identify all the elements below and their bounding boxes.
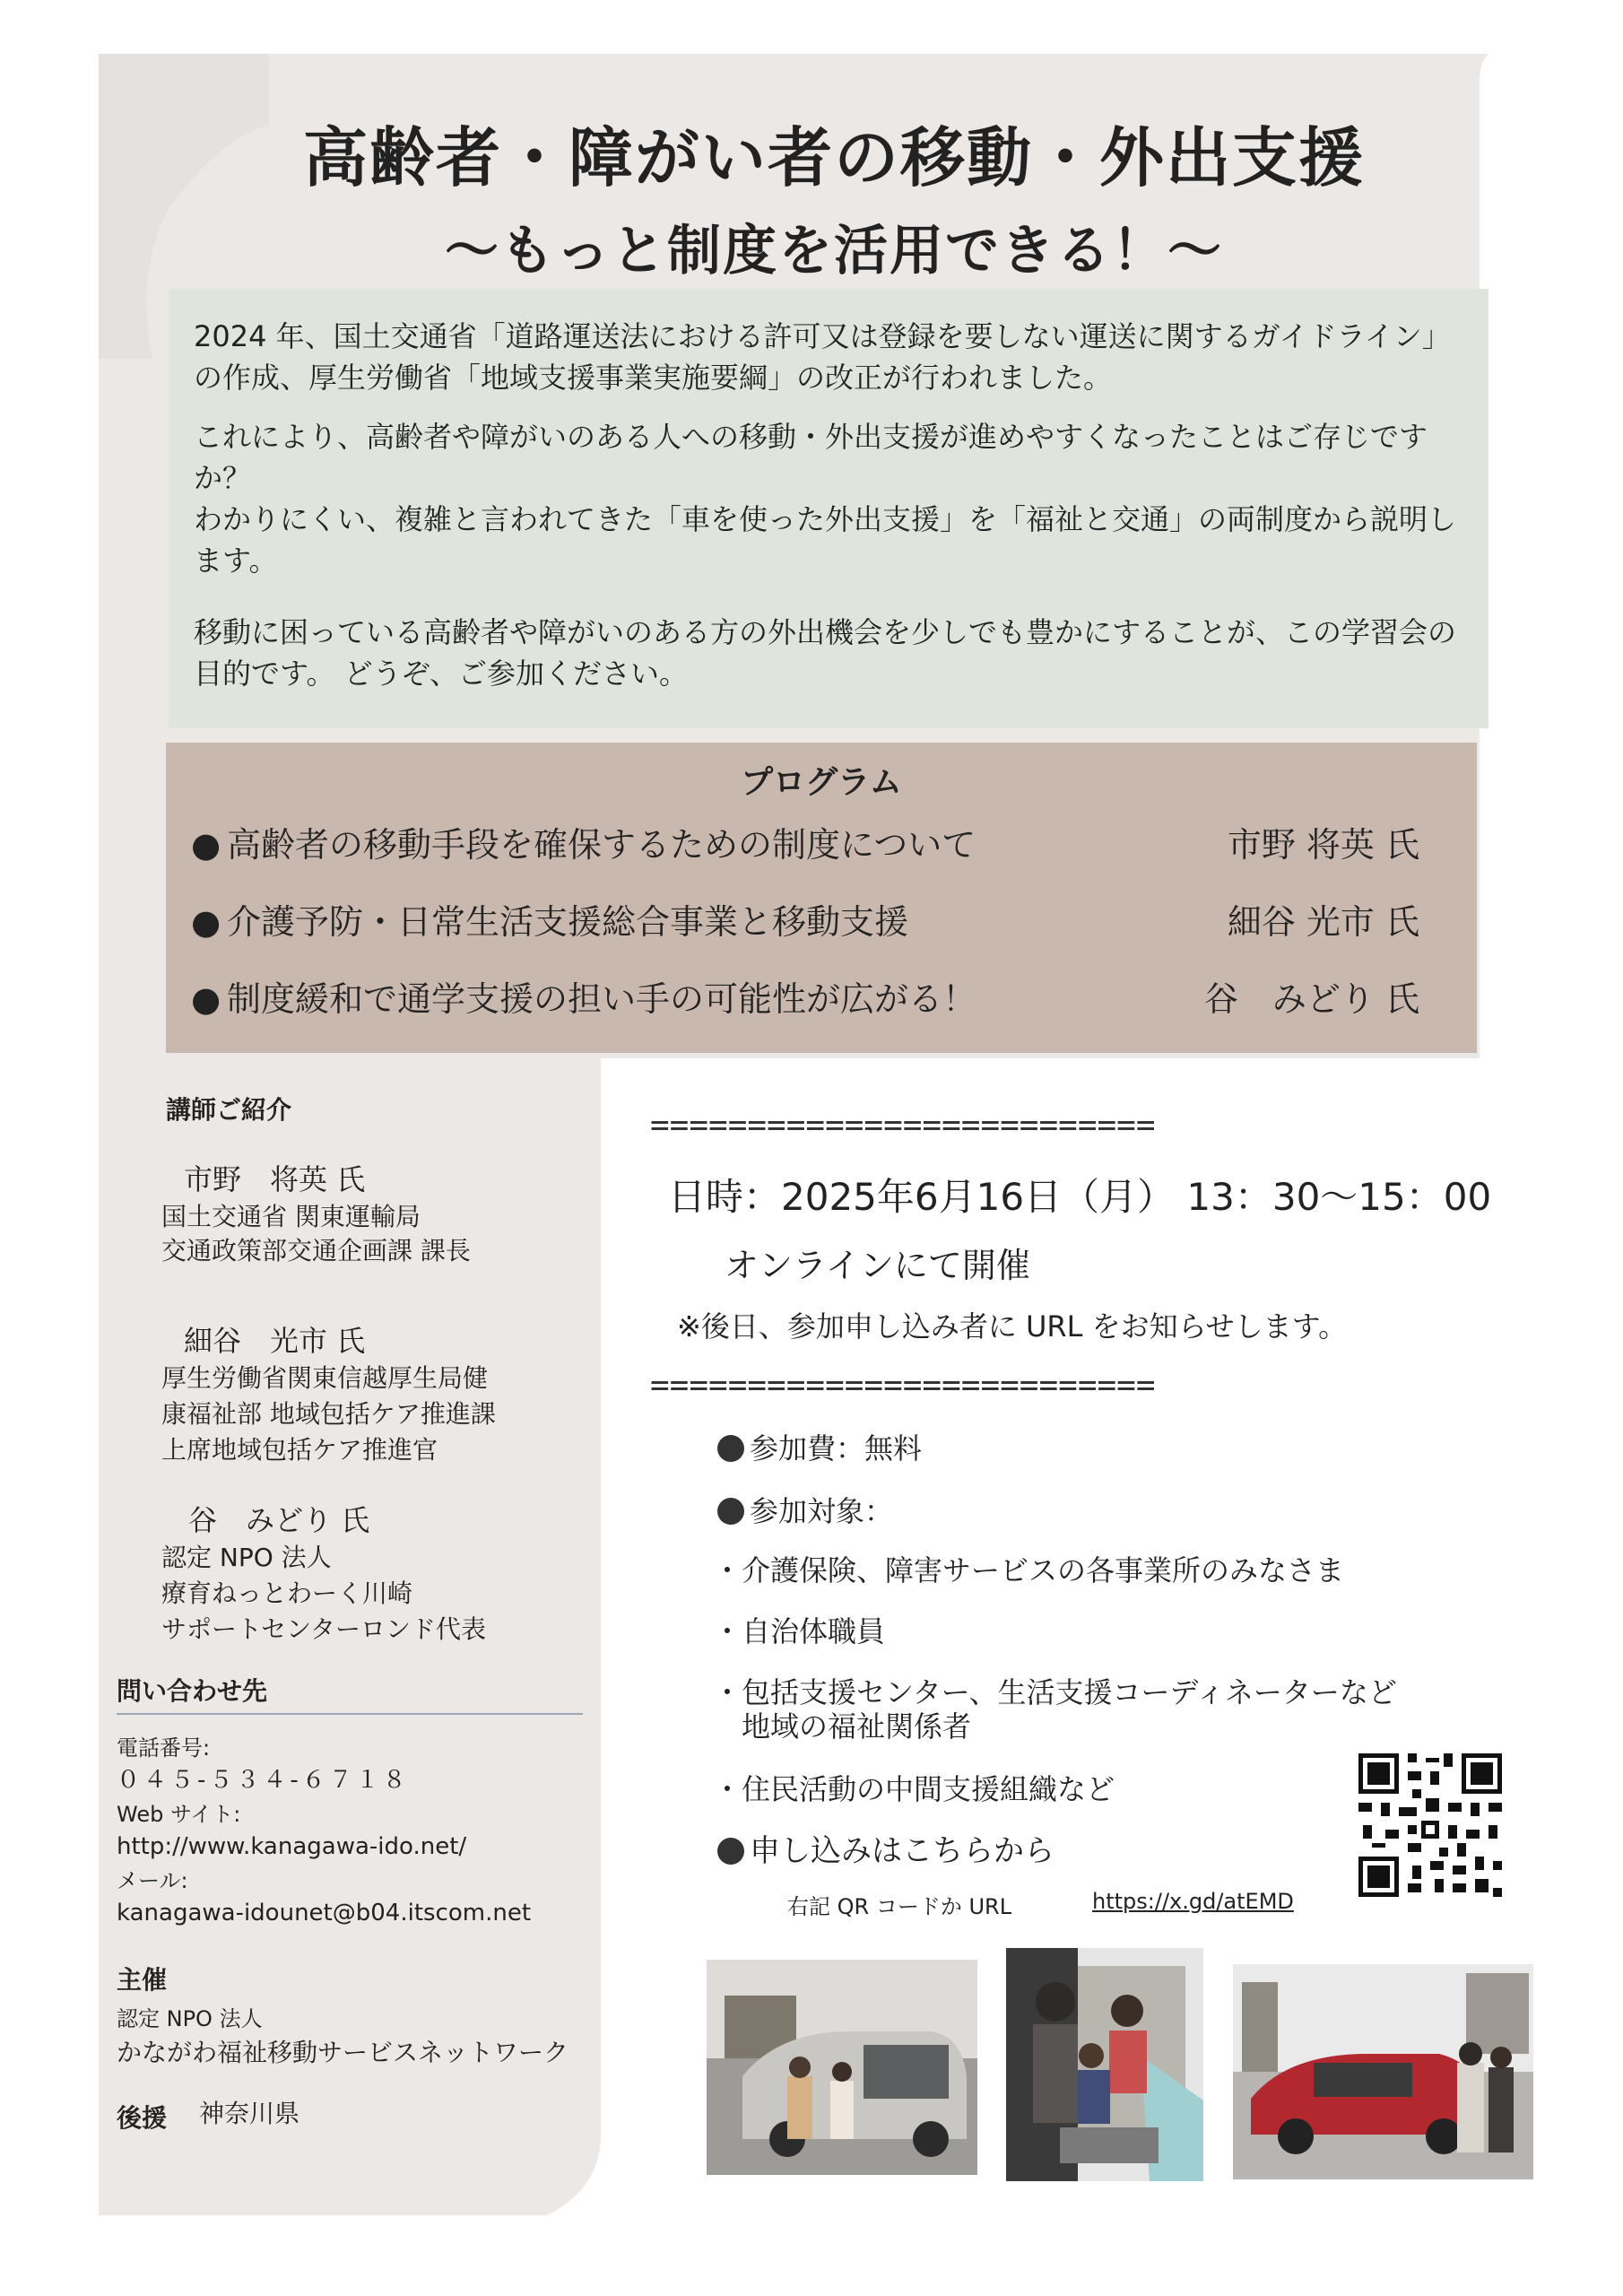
program-item-speaker: 細谷 光市 氏 xyxy=(1227,902,1419,942)
contact-divider xyxy=(117,1713,583,1715)
lecturer-name: 市野 将英 氏 xyxy=(184,1162,366,1196)
program-item-speaker: 谷 みどり 氏 xyxy=(1203,979,1419,1019)
phone-number: ０４５-５３４-６７１８ xyxy=(117,1767,410,1794)
program-box xyxy=(166,743,1477,1053)
lecturer-affiliation: 国土交通省 関東運輸局 xyxy=(161,1202,421,1231)
support-label: 後援 xyxy=(117,2103,168,2133)
program-item xyxy=(191,972,1455,1026)
phone-label: 電話番号: xyxy=(117,1735,211,1761)
intro-paragraph-4: 移動に困っている高齢者や障がいのある方の外出機会を少しでも豊かにすることが、この学習会の目的です。 どうぞ、ご参加ください。 xyxy=(194,615,1457,691)
program-item xyxy=(191,818,1455,872)
program-heading: プログラム xyxy=(741,764,902,801)
event-datetime: 日時：2025年6月16日（月） 13：30～15：00 xyxy=(668,1175,1492,1219)
bullet-icon xyxy=(717,1838,744,1865)
contact-heading: 問い合わせ先 xyxy=(117,1676,268,1706)
program-item-title: 介護予防・日常生活支援総合事業と移動支援 xyxy=(227,902,909,942)
lecturer-affiliation: 認定 NPO 法人 xyxy=(161,1543,332,1572)
lecturers-heading: 講師ご紹介 xyxy=(166,1095,292,1125)
target-item: ・介護保険、障害サービスの各事業所のみなさま xyxy=(713,1553,1345,1587)
fee xyxy=(717,1426,922,1467)
intro-paragraph-3: わかりにくい、複雑と言われてきた「車を使った外出支援」を「福祉と交通」の両制度から説明します。 xyxy=(194,502,1457,578)
photo-car-boarding xyxy=(707,1960,977,2175)
program-item-title: 制度緩和で通学支援の担い手の可能性が広がる！ xyxy=(227,979,977,1019)
event-note: ※後日、参加申し込み者に URL をお知らせします。 xyxy=(677,1309,1348,1344)
target-heading: 参加対象： xyxy=(750,1494,894,1528)
qr-caption: 右記 QR コードか URL xyxy=(787,1894,1012,1919)
intro-paragraph-2: これにより、高齢者や障がいのある人への移動・外出支援が進めやすくなったことはご存じですか？ xyxy=(194,420,1428,495)
program-item-speaker: 市野 将英 氏 xyxy=(1227,825,1419,865)
bullet-icon xyxy=(717,1435,744,1462)
photo-red-car-image xyxy=(1233,1964,1533,2179)
web-link[interactable]: http://www.kanagawa-ido.net/ xyxy=(117,1833,467,1860)
fee-text: 参加費：無料 xyxy=(750,1431,923,1465)
lecturer-affiliation: 交通政策部交通企画課 課長 xyxy=(161,1236,471,1265)
support-name: 神奈川県 xyxy=(199,2099,300,2128)
qr-url-link[interactable]: https://x.gd/atEMD xyxy=(1092,1889,1294,1914)
photo-child-transport-image xyxy=(1006,1948,1203,2181)
separator-bottom: ========================== xyxy=(650,1367,1156,1404)
target-item: 地域の福祉関係者 xyxy=(713,1709,972,1744)
photo-red-car xyxy=(1233,1964,1533,2179)
lecturer-affiliation: 上席地域包括ケア推進官 xyxy=(161,1435,438,1465)
lecturer-affiliation: 療育ねっとわーく川崎 xyxy=(161,1578,413,1608)
target-item: ・自治体職員 xyxy=(713,1614,886,1648)
apply xyxy=(717,1826,1055,1870)
mail-label: メール: xyxy=(117,1868,188,1893)
organizer-name: かながわ福祉移動サービスネットワーク xyxy=(117,2038,569,2067)
lecturer-affiliation: 厚生労働省関東信越厚生局健 xyxy=(161,1363,489,1393)
apply-text: 申し込みはこちらから xyxy=(750,1833,1055,1869)
lecturer-affiliation: サポートセンターロンド代表 xyxy=(161,1614,487,1644)
lecturer-name: 細谷 光市 氏 xyxy=(184,1324,366,1358)
target-item: ・包括支援センター、生活支援コーディネーターなど xyxy=(713,1675,1397,1709)
target xyxy=(717,1489,893,1530)
mail-link[interactable]: kanagawa-idounet@b04.itscom.net xyxy=(117,1900,532,1926)
web-label: Web サイト: xyxy=(117,1802,241,1827)
intro-box xyxy=(169,289,1488,728)
program-item xyxy=(191,895,1455,949)
bullet-icon: ● xyxy=(191,825,221,865)
qr-code-icon[interactable] xyxy=(1354,1749,1506,1901)
bullet-icon: ● xyxy=(191,902,221,942)
target-item: ・住民活動の中間支援組織など xyxy=(713,1772,1115,1806)
bullet-icon xyxy=(717,1498,744,1525)
photo-child-transport xyxy=(1006,1948,1203,2181)
lecturer-affiliation: 康福祉部 地域包括ケア推進課 xyxy=(161,1399,496,1429)
page-title: 高齢者・障がい者の移動・外出支援 xyxy=(302,120,1365,196)
event-venue: オンラインにて開催 xyxy=(725,1246,1030,1285)
photo-car-boarding-image xyxy=(707,1960,977,2175)
organizer-heading: 主催 xyxy=(117,1965,168,1995)
lecturer-name: 谷 みどり 氏 xyxy=(188,1503,370,1537)
intro-paragraph-1: 2024 年、国土交通省「道路運送法における許可又は登録を要しない運送に関するガイドライン」の作成、厚生労働省「地域支援事業実施要綱」の改正が行われました。 xyxy=(194,319,1451,395)
bullet-icon: ● xyxy=(191,979,221,1019)
separator-top: ========================== xyxy=(650,1107,1156,1144)
page-subtitle: ～もっと制度を活用できる！～ xyxy=(445,220,1223,283)
organizer-type: 認定 NPO 法人 xyxy=(117,2006,263,2031)
program-item-title: 高齢者の移動手段を確保するための制度について xyxy=(227,825,976,865)
